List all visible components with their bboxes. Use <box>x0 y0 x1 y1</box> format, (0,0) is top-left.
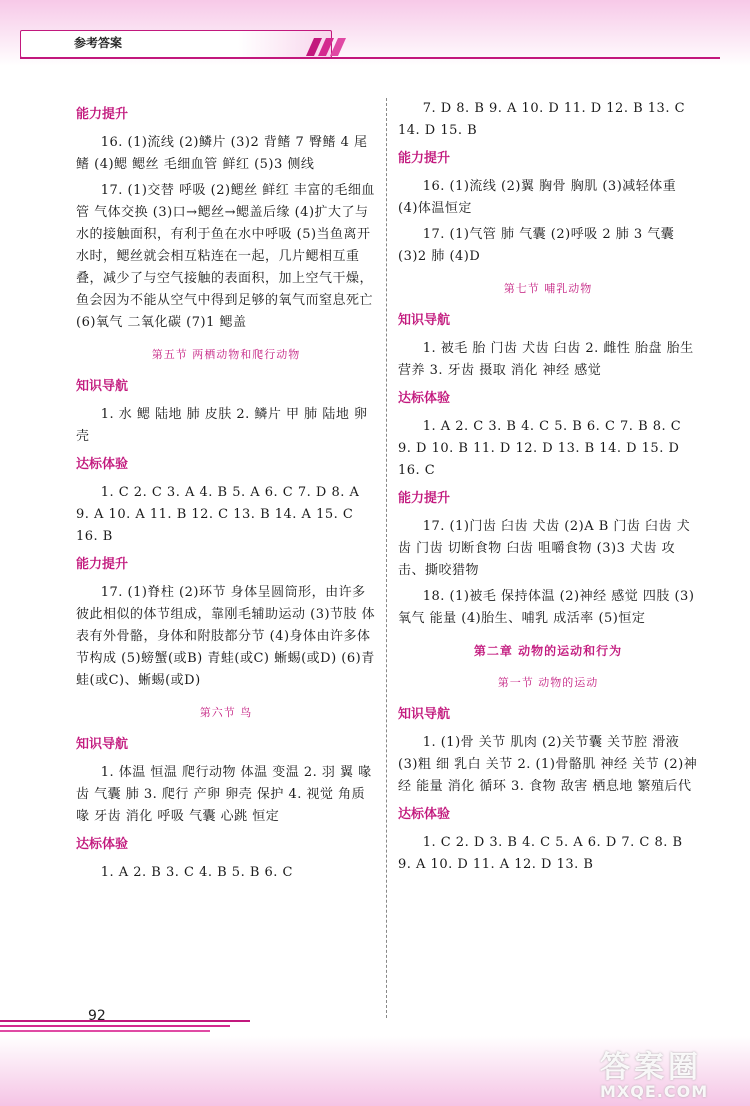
answer-paragraph: 1. 被毛 胎 门齿 犬齿 臼齿 2. 雌性 胎盘 胎生 营养 3. 牙齿 摄取 消化 神经 感觉 <box>398 341 694 378</box>
section-title: 第六节 鸟 <box>199 706 253 719</box>
answer-paragraph: 17. (1)脊柱 (2)环节 身体呈圆筒形，由许多彼此相似的体节组成，靠刚毛辅助运动 (3)节肢 体表有外骨骼，身体和附肢都分节 (4)身体由许多体节构成 (5)螃蟹(或B) 青蛙(或C) 蜥蜴(或D) (6)青蛙(或C)、蜥蜴(或D) <box>76 585 376 688</box>
section-heading: 知识导航 <box>398 313 451 328</box>
answer-paragraph: 16. (1)流线 (2)鳞片 (3)2 背鳍 7 臀鳍 4 尾鳍 (4)鳃 鳃丝 毛细血管 鲜红 (5)3 侧线 <box>76 135 368 172</box>
answer-paragraph: 1. A 2. B 3. C 4. B 5. B 6. C <box>100 865 294 880</box>
section-heading: 达标体验 <box>76 837 129 852</box>
section-heading: 达标体验 <box>76 457 129 472</box>
header-stripes-icon <box>306 38 356 56</box>
section-title: 第五节 两栖动物和爬行动物 <box>151 348 301 361</box>
section-title: 第一节 动物的运动 <box>497 676 599 689</box>
section-heading: 能力提升 <box>398 151 451 166</box>
answer-paragraph: 18. (1)被毛 保持体温 (2)神经 感觉 四肢 (3)氧气 能量 (4)胎生、哺乳 成活率 (5)恒定 <box>398 589 695 626</box>
section-heading: 达标体验 <box>398 807 451 822</box>
chapter-title: 第二章 动物的运动和行为 <box>473 644 623 658</box>
header-box <box>20 30 332 58</box>
answer-paragraph: 1. A 2. C 3. B 4. C 5. B 6. C 7. B 8. C 9. D 10. B 11. D 12. D 13. B 14. D 15. D 16. C <box>398 419 682 478</box>
section-title: 第七节 哺乳动物 <box>503 282 593 295</box>
header-title: 参考答案 <box>74 36 123 50</box>
watermark-top: 答案圈 <box>600 1050 702 1085</box>
section-heading: 能力提升 <box>76 107 129 122</box>
watermark-bottom: MXQE.COM <box>600 1082 709 1101</box>
page-number: 92 <box>88 1008 106 1024</box>
section-heading: 知识导航 <box>76 737 129 752</box>
right-column <box>398 98 698 880</box>
section-heading: 达标体验 <box>398 391 451 406</box>
answer-paragraph: 17. (1)门齿 臼齿 犬齿 (2)A B 门齿 臼齿 犬齿 门齿 切断食物 臼齿 咀嚼食物 (3)3 犬齿 攻击、撕咬猎物 <box>398 519 691 578</box>
answer-paragraph: 1. 体温 恒温 爬行动物 体温 变温 2. 羽 翼 喙 齿 气囊 肺 3. 爬行 产卵 卵壳 保护 4. 视觉 角质喙 牙齿 消化 呼吸 气囊 心跳 恒定 <box>76 765 372 824</box>
answer-paragraph: 17. (1)交替 呼吸 (2)鳃丝 鲜红 丰富的毛细血管 气体交换 (3)口→鳃丝→鳃盖后缘 (4)扩大了与水的接触面积，有利于鱼在水中呼吸 (5)当鱼离开水时，鳃丝就会相互粘连在一起，几片鳃相互重叠，减少了与空气接触的表面积，加上空气干燥，鱼会因为不能从空气中得到足够的氧气而窒息死亡 (6)氧气 二氧化碳 (7)1 鳃盖 <box>76 183 375 330</box>
answer-paragraph: 1. 水 鳃 陆地 肺 皮肤 2. 鳞片 甲 肺 陆地 卵壳 <box>76 407 368 444</box>
answer-paragraph: 1. (1)骨 关节 肌肉 (2)关节囊 关节腔 滑液 (3)粗 细 乳白 关节 2. (1)骨骼肌 神经 关节 (2)神经 能量 消化 循环 3. 食物 敌害 栖息地 繁殖后代 <box>398 735 698 794</box>
header-rule <box>20 57 720 59</box>
section-heading: 能力提升 <box>76 557 129 572</box>
answer-paragraph: 1. C 2. C 3. A 4. B 5. A 6. C 7. D 8. A 9. A 10. A 11. B 12. C 13. B 14. A 15. C 16. B <box>76 485 360 544</box>
section-heading: 能力提升 <box>398 491 451 506</box>
section-heading: 知识导航 <box>76 379 129 394</box>
answer-paragraph: 17. (1)气管 肺 气囊 (2)呼吸 2 肺 3 气囊 (3)2 肺 (4)D <box>398 227 675 264</box>
answer-paragraph: 16. (1)流线 (2)翼 胸骨 胸肌 (3)减轻体重 (4)体温恒定 <box>398 179 677 216</box>
answer-paragraph: 1. C 2. D 3. B 4. C 5. A 6. D 7. C 8. B 9. A 10. D 11. A 12. D 13. B <box>398 835 683 872</box>
left-column <box>76 98 376 888</box>
answer-paragraph: 7. D 8. B 9. A 10. D 11. D 12. B 13. C 14. D 15. B <box>398 101 686 138</box>
section-heading: 知识导航 <box>398 707 451 722</box>
column-divider <box>386 98 387 1018</box>
footer-stripes-icon <box>0 1018 260 1038</box>
watermark-logo <box>600 1042 708 1101</box>
